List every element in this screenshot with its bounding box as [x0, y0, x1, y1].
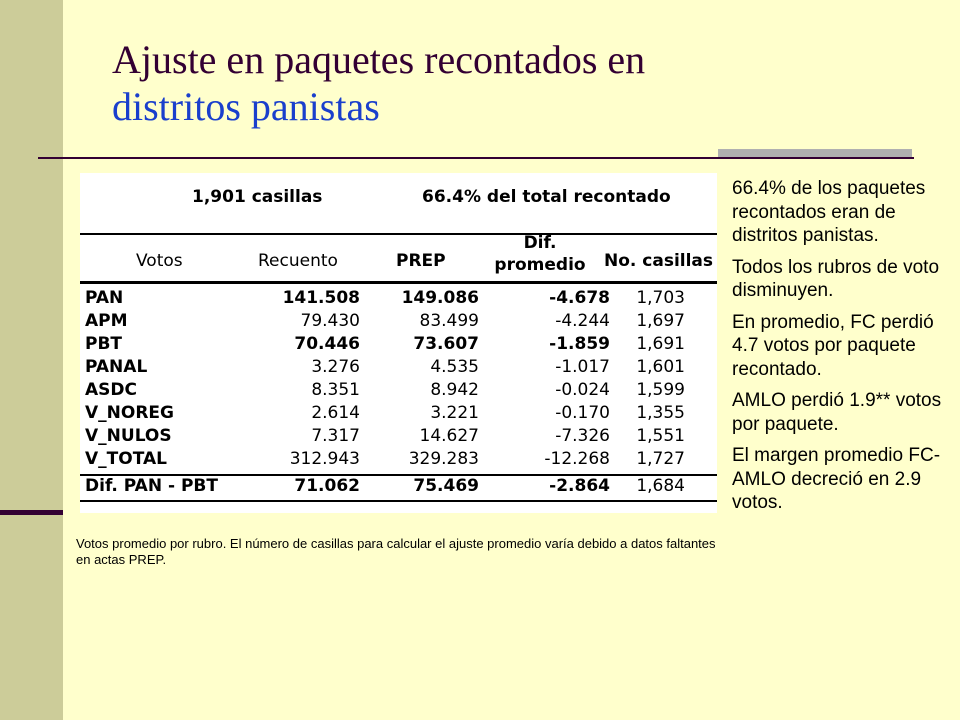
- recount-share: 66.4% del total recontado: [422, 187, 671, 207]
- row-name: PAN: [85, 288, 124, 308]
- row-prep: 8.942: [430, 380, 479, 400]
- row-casillas: 1,697: [636, 311, 685, 331]
- title-line-2: distritos panistas: [112, 84, 380, 129]
- row-name: V_TOTAL: [85, 449, 167, 469]
- table-row: [80, 333, 717, 356]
- row-prep: 73.607: [413, 334, 479, 354]
- summary-point: En promedio, FC perdió 4.7 votos por paquete recontado.: [732, 311, 934, 380]
- summary-points: [732, 177, 952, 523]
- casillas-count: 1,901 casillas: [192, 187, 323, 207]
- row-casillas: 1,684: [636, 476, 685, 496]
- summary-point: AMLO perdió 1.9** votos por paquete.: [732, 390, 942, 435]
- title-rule: [38, 157, 914, 159]
- header-votos: Votos: [136, 251, 183, 271]
- header-dif: [480, 232, 600, 276]
- row-casillas: 1,599: [636, 380, 685, 400]
- header-dif-line1: Dif.: [523, 233, 557, 253]
- row-name: V_NULOS: [85, 426, 172, 446]
- header-dif-line2: promedio: [494, 255, 586, 275]
- row-casillas: 1,727: [636, 449, 685, 469]
- results-table: [80, 173, 717, 513]
- row-recuento: 3.276: [311, 357, 360, 377]
- row-dif: -2.864: [549, 476, 610, 496]
- table-bottom-rule: [80, 500, 717, 502]
- table-top-rule: [80, 233, 717, 235]
- row-dif: -0.024: [555, 380, 610, 400]
- row-dif: -0.170: [555, 403, 610, 423]
- row-casillas: 1,551: [636, 426, 685, 446]
- header-prep: PREP: [396, 251, 446, 271]
- row-dif: -4.678: [549, 288, 610, 308]
- summary-point: 66.4% de los paquetes recontados eran de distritos panistas.: [732, 178, 926, 246]
- table-footnote: Votos promedio por rubro. El número de casillas para calcular el ajuste promedio varía debido a datos faltantes en actas PREP.: [76, 536, 716, 567]
- header-rule: [80, 281, 717, 284]
- table-row: [80, 448, 717, 471]
- table-row: [80, 310, 717, 333]
- table-row: [80, 356, 717, 379]
- row-name: PBT: [85, 334, 123, 354]
- title-line-1: Ajuste en paquetes recontados en: [112, 37, 646, 82]
- row-name: V_NOREG: [85, 403, 174, 423]
- row-dif: -7.326: [555, 426, 610, 446]
- header-recuento: Recuento: [258, 251, 338, 271]
- table-row: [80, 379, 717, 402]
- row-recuento: 79.430: [300, 311, 360, 331]
- row-dif: -1.017: [555, 357, 610, 377]
- summary-point: El margen promedio FC-AMLO decreció en 2.9 votos.: [732, 445, 941, 513]
- table-row: [80, 425, 717, 448]
- row-recuento: 2.614: [311, 403, 360, 423]
- summary-point: Todos los rubros de voto disminuyen.: [732, 256, 940, 301]
- row-prep: 329.283: [408, 449, 479, 469]
- row-casillas: 1,691: [636, 334, 685, 354]
- row-recuento: 71.062: [294, 476, 360, 496]
- row-prep: 83.499: [419, 311, 479, 331]
- row-dif: -12.268: [544, 449, 610, 469]
- row-casillas: 1,601: [636, 357, 685, 377]
- row-casillas: 1,355: [636, 403, 685, 423]
- row-prep: 4.535: [430, 357, 479, 377]
- title-rule-accent: [718, 149, 912, 157]
- row-name: ASDC: [85, 380, 137, 400]
- header-no-casillas: No. casillas: [604, 251, 714, 271]
- row-prep: 3.221: [430, 403, 479, 423]
- table-row: [80, 402, 717, 425]
- row-recuento: 70.446: [294, 334, 360, 354]
- row-name: Dif. PAN - PBT: [85, 476, 218, 496]
- row-name: APM: [85, 311, 128, 331]
- row-recuento: 8.351: [311, 380, 360, 400]
- row-recuento: 141.508: [282, 288, 360, 308]
- slide-title: [112, 36, 812, 130]
- table-row: [80, 287, 717, 310]
- row-prep: 75.469: [413, 476, 479, 496]
- row-dif: -4.244: [555, 311, 610, 331]
- side-band: [0, 0, 63, 720]
- row-prep: 14.627: [419, 426, 479, 446]
- row-casillas: 1,703: [636, 288, 685, 308]
- table-row: [80, 475, 717, 498]
- side-band-accent: [0, 510, 63, 515]
- row-prep: 149.086: [401, 288, 479, 308]
- row-recuento: 312.943: [289, 449, 360, 469]
- row-dif: -1.859: [549, 334, 610, 354]
- row-name: PANAL: [85, 357, 148, 377]
- row-recuento: 7.317: [311, 426, 360, 446]
